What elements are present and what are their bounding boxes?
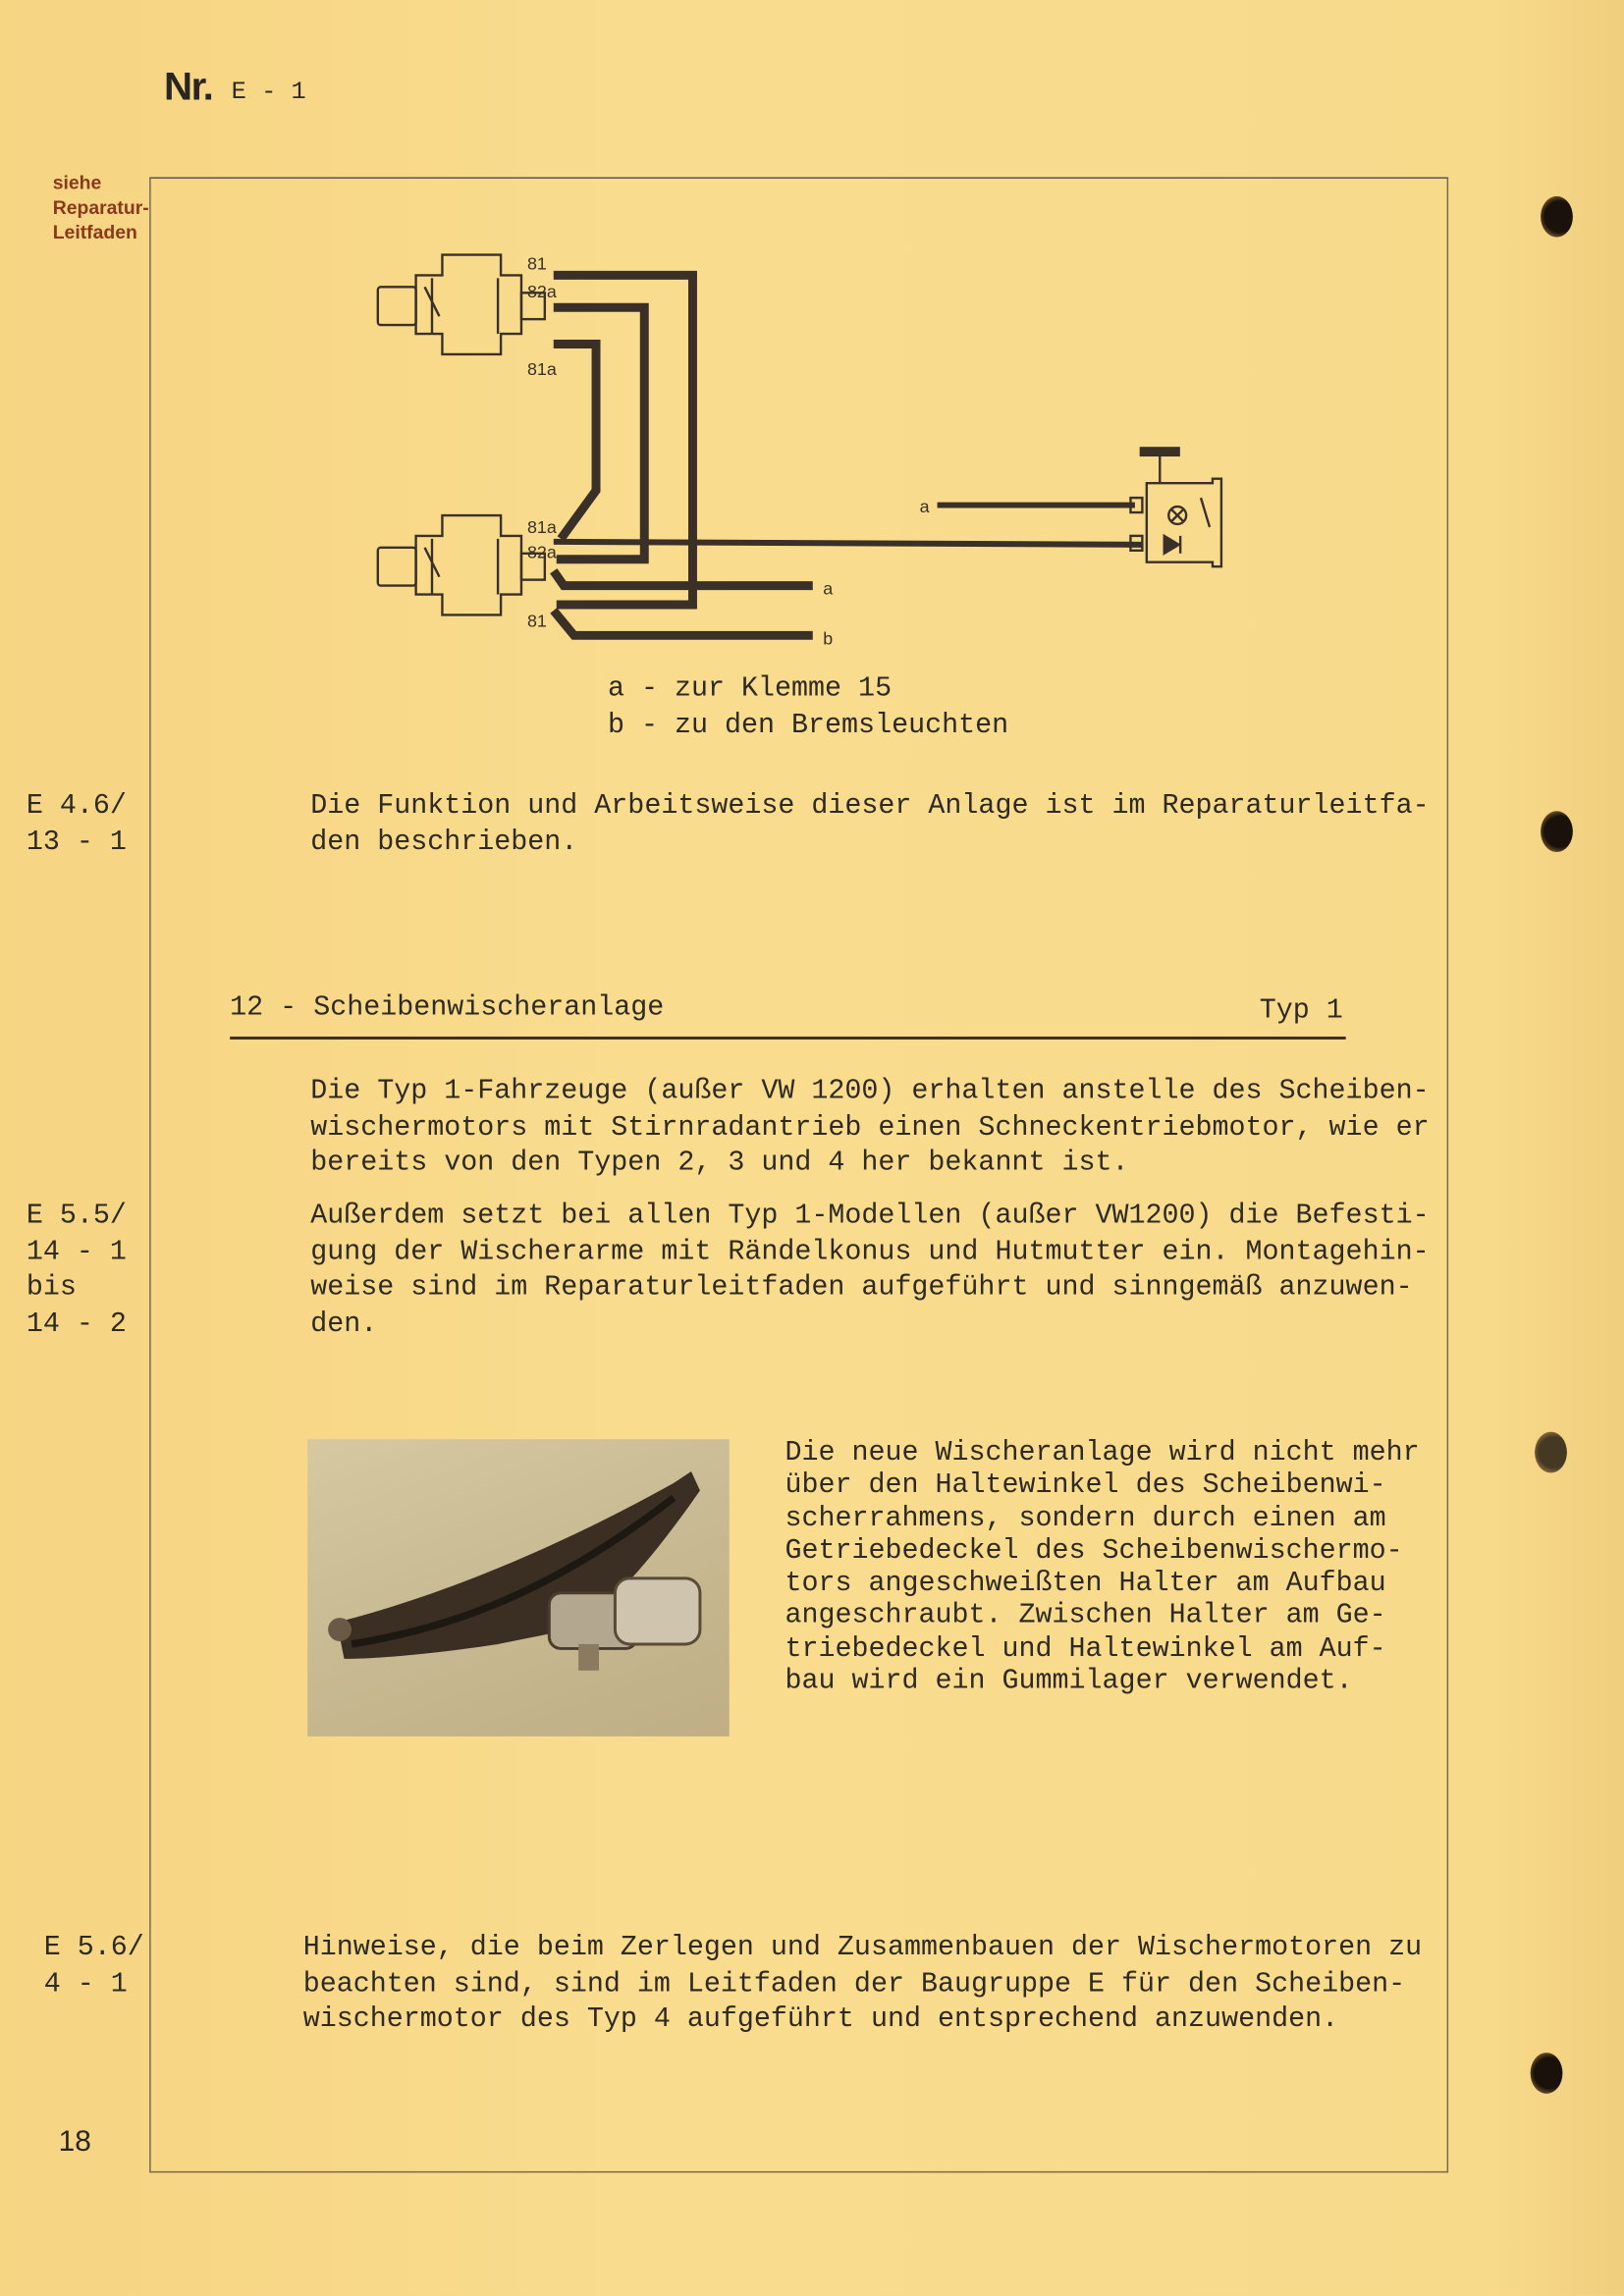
text-line: bereits von den Typen 2, 3 und 4 her bekannt ist. (310, 1146, 1129, 1179)
brake-switch-bottom (378, 515, 545, 614)
nr-label: Nr. (164, 64, 213, 109)
reference-line: E 5.6/ (43, 1931, 144, 1964)
text-line: Die Typ 1-Fahrzeuge (außer VW 1200) erhalten anstelle des Scheiben- (310, 1074, 1430, 1107)
margin-note-line: siehe (52, 171, 102, 193)
terminal-label: 82a (526, 281, 557, 301)
text-line: wischermotors mit Stirnradantrieb einen Schneckentriebmotor, wie er (310, 1110, 1430, 1144)
text-line: den. (310, 1307, 378, 1339)
paragraph-1 (310, 1073, 1429, 1181)
text-line: über den Haltewinkel des Scheibenwi- (785, 1468, 1386, 1502)
wire-81a (554, 345, 596, 539)
paragraph-2 (310, 1198, 1429, 1341)
text-line: Die neue Wischeranlage wird nicht mehr (785, 1436, 1420, 1468)
warning-lamp-switch (1130, 448, 1220, 566)
reference-line: 14 - 1 (26, 1235, 127, 1267)
wiper-motor-photo (307, 1439, 730, 1736)
reference-line: E 4.6/ (26, 788, 127, 822)
wires (554, 275, 1143, 635)
text-line: tors angeschweißten Halter am Aufbau (785, 1567, 1386, 1599)
wire-label: b (823, 628, 834, 649)
margin-reference (27, 787, 127, 859)
terminal-label: 81a (526, 516, 557, 537)
section-heading: 12 - Scheibenwischeranlage (230, 990, 665, 1024)
heading-rule (230, 1037, 1346, 1040)
text-line: Getriebedeckel des Scheibenwischermo- (785, 1533, 1403, 1567)
reference-line: bis (26, 1270, 77, 1304)
wiring-diagram (0, 0, 1624, 1025)
margin-reference (27, 1198, 127, 1341)
wiper-assembly-image (307, 1439, 730, 1736)
text-line: angeschraubt. Zwischen Halter am Ge- (785, 1599, 1386, 1632)
terminal-label: 82a (526, 542, 557, 562)
function-paragraph (310, 787, 1429, 859)
text-line: den beschrieben. (310, 825, 578, 858)
diagram-legend (608, 670, 1008, 742)
text-line: wischermotor des Typ 4 aufgeführt und entsprechend anzuwenden. (302, 2002, 1339, 2036)
punch-hole (1531, 2053, 1563, 2094)
document-number: E - 1 (231, 79, 306, 107)
margin-note-line: Leitfaden (52, 221, 137, 243)
text-line: Hinweise, die beim Zerlegen und Zusammenbauen der Wischermotoren zu (302, 1931, 1423, 1964)
reference-line: 13 - 1 (26, 825, 127, 858)
text-line: gung der Wischerarme mit Rändelkonus und Hutmutter ein. Montagehin- (310, 1235, 1430, 1267)
wire-label: a (823, 578, 834, 599)
terminal-label: 81 (526, 611, 547, 631)
reference-line: E 5.5/ (26, 1199, 127, 1232)
margin-reference (44, 1930, 144, 2002)
text-line: weise sind im Reparaturleitfaden aufgeführt und sinngemäß anzuwen- (310, 1270, 1413, 1304)
text-line: beachten sind, sind im Leitfaden der Baugruppe E für den Scheiben- (302, 1966, 1406, 2000)
text-line: bau wird ein Gummilager verwendet. (785, 1664, 1353, 1697)
reference-line: 4 - 1 (43, 1966, 128, 2000)
text-line: scherrahmens, sondern durch einen am (785, 1501, 1386, 1534)
legend-item: b - zu den Bremsleuchten (607, 708, 1009, 740)
page-number: 18 (58, 2125, 91, 2159)
punch-hole (1535, 1432, 1567, 1473)
text-line: triebedeckel und Haltewinkel am Auf- (785, 1631, 1386, 1665)
reference-line: 14 - 2 (26, 1307, 127, 1339)
legend-item: a - zur Klemme 15 (607, 671, 893, 705)
text-line: Die Funktion und Arbeitsweise dieser Anlage ist im Reparaturleitfa- (310, 788, 1430, 822)
wire-warning-lamp (554, 542, 1143, 545)
margin-note-line: Reparatur- (52, 195, 149, 219)
terminal-label: 81a (526, 358, 557, 379)
wire-b (554, 611, 813, 635)
wire-label: a (919, 497, 930, 517)
terminal-label: 81 (526, 253, 547, 274)
section-type: Typ 1 (1259, 993, 1343, 1027)
photo-caption (785, 1436, 1419, 1697)
brake-switch-top (378, 255, 545, 354)
text-line: Außerdem setzt bei allen Typ 1-Modellen (außer VW1200) die Befesti- (310, 1199, 1430, 1232)
paragraph-3 (303, 1930, 1422, 2038)
wire-a (554, 571, 813, 586)
